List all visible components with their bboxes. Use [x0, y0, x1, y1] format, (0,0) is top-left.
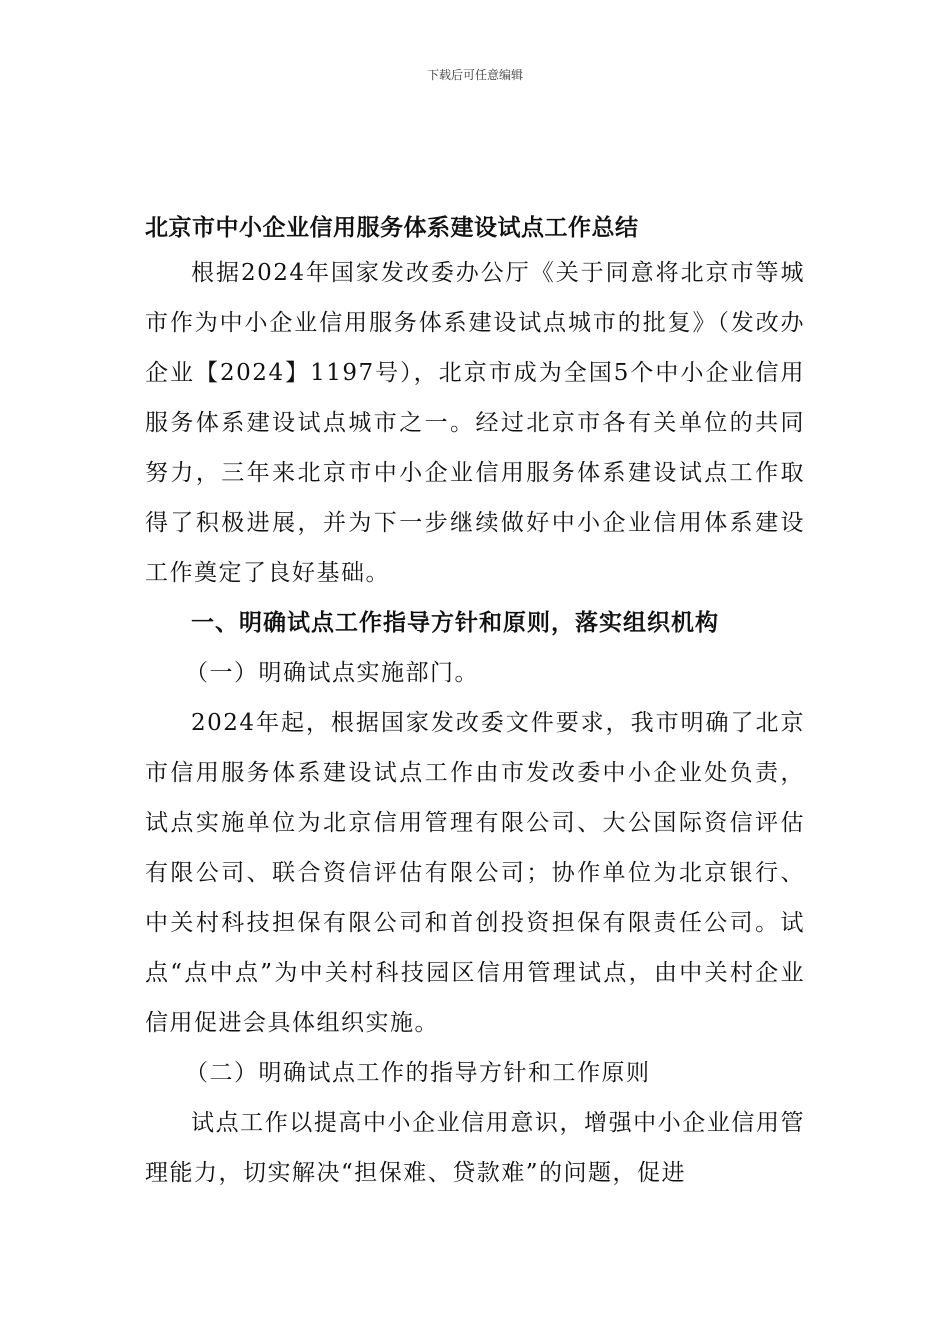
document-body [145, 208, 805, 1198]
document-title: 北京市中小企业信用服务体系建设试点工作总结 [145, 214, 639, 241]
subsection-2-paragraph: 试点工作以提高中小企业信用意识，增强中小企业信用管理能力，切实解决“担保难、贷款难”的问题，促进 [145, 1110, 805, 1186]
subsection-heading-2: （二）明确试点工作的指导方针和工作原则 [185, 1060, 651, 1086]
page-header-note: 下载后可任意编辑 [426, 68, 523, 82]
subsection-1-paragraph: 2024年起，根据国家发改委文件要求，我市明确了北京市信用服务体系建设试点工作由市发改委中小企业处负责，试点实施单位为北京信用管理有限公司、大公国际资信评估有限公司、联合资信评估有限公司；协作单位为北京银行、中关村科技担保有限公司和首创投资担保有限责任公司。试点“点中点”为中关村科技园区信用管理试点，由中关村企业信用促进会具体组织实施。 [145, 710, 805, 1036]
subsection-heading-1: （一）明确试点实施部门。 [185, 660, 479, 686]
section-heading-1: 一、明确试点工作指导方针和原则，落实组织机构 [191, 609, 719, 636]
intro-paragraph: 根据2024年国家发改委办公厅《关于同意将北京市等城市作为中小企业信用服务体系建设试点城市的批复》（发改办企业【2024】1197号），北京市成为全国5个中小企业信用服务体系建设试点城市之一。经过北京市各有关单位的共同努力，三年来北京市中小企业信用服务体系建设试点工作取得了积极进展，并为下一步继续做好中小企业信用体系建设工作奠定了良好基础。 [145, 260, 805, 586]
